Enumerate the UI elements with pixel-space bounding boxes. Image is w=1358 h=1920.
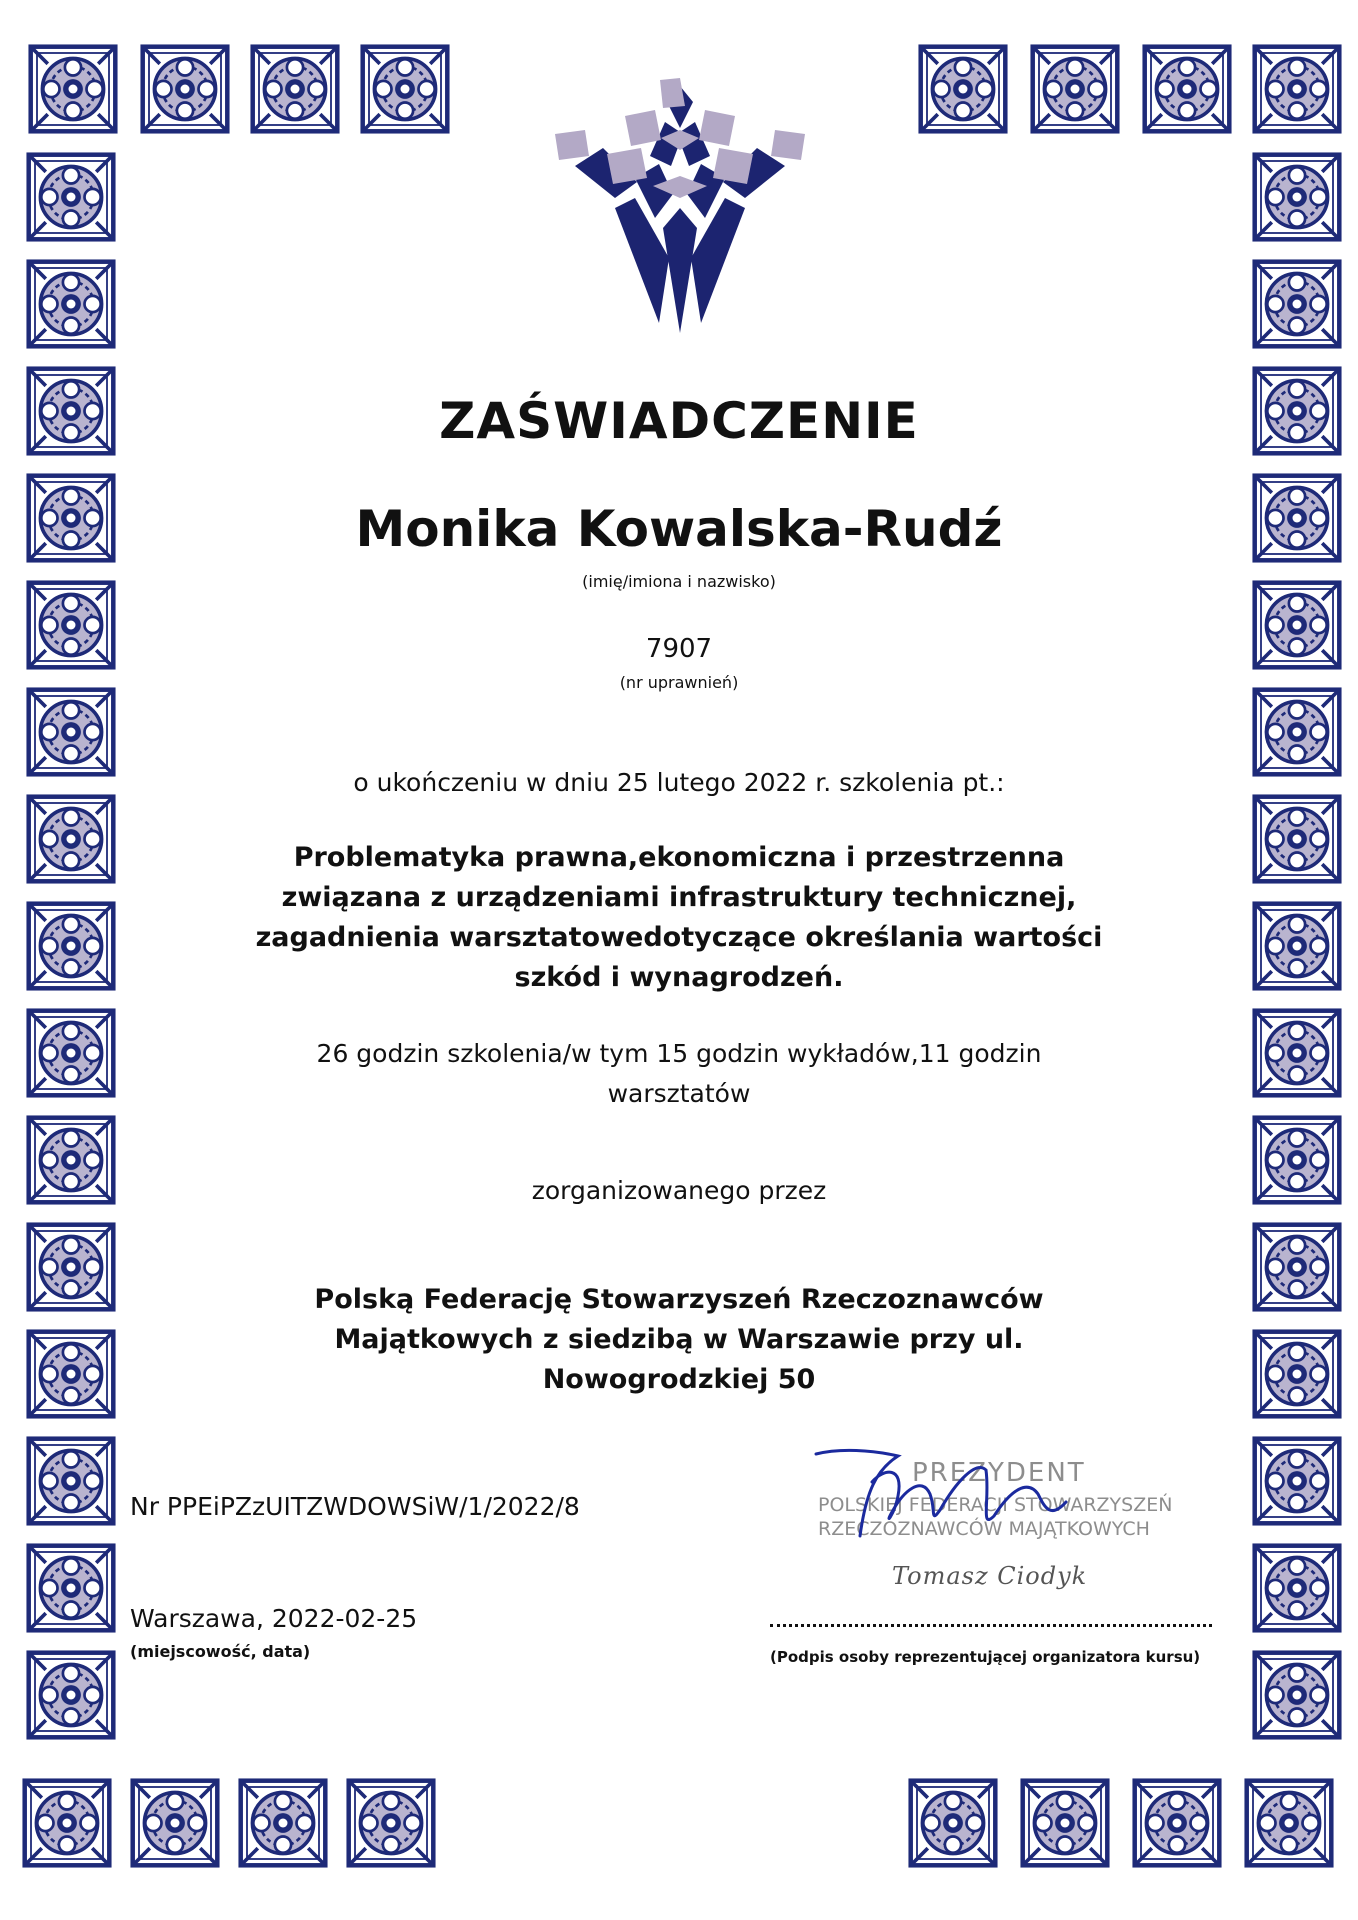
stamp-line: RZECZOZNAWCÓW MAJĄTKOWYCH	[818, 1518, 1150, 1540]
ornament-tile	[250, 44, 340, 134]
ornament-tile	[1252, 687, 1342, 777]
ornament-tile	[130, 1778, 220, 1868]
ornament-tile	[1244, 1778, 1334, 1868]
ornament-tile	[1030, 44, 1120, 134]
ornament-tile	[26, 1329, 116, 1419]
organized-by-label: zorganizowanego przez	[531, 1176, 827, 1205]
handwritten-signature	[780, 1440, 1220, 1550]
ornament-tile	[1252, 1008, 1342, 1098]
ornament-tile	[26, 1222, 116, 1312]
ornament-tile	[1252, 1436, 1342, 1526]
ornament-tile	[918, 44, 1008, 134]
stamp-line: POLSKIEJ FEDERACJI STOWARZYSZEŃ	[818, 1494, 1173, 1516]
ornament-tile	[26, 1436, 116, 1526]
ornament-tile	[26, 1008, 116, 1098]
ornament-tile	[26, 1543, 116, 1633]
ornament-tile	[26, 1650, 116, 1740]
ornament-tile	[1252, 152, 1342, 242]
signature-line	[770, 1612, 1212, 1627]
ornament-tile	[1252, 1543, 1342, 1633]
place-date: Warszawa, 2022-02-25	[130, 1604, 418, 1633]
ornament-tile	[1252, 901, 1342, 991]
ornament-tile	[140, 44, 230, 134]
course-title	[140, 838, 1218, 998]
ornament-tile	[26, 366, 116, 456]
ornament-tile	[28, 44, 118, 134]
federation-logo	[555, 78, 805, 333]
ornament-tile	[26, 259, 116, 349]
organizer-line: Nowogrodzkiej 50	[542, 1364, 816, 1395]
recipient-name: Monika Kowalska-Rudź	[355, 500, 1003, 558]
ornament-tile	[346, 1778, 436, 1868]
course-title-line: szkód i wynagrodzeń.	[514, 962, 844, 993]
ornament-tile	[1252, 44, 1342, 134]
organizer	[140, 1280, 1218, 1400]
ornament-tile	[1252, 473, 1342, 563]
ornament-tile	[1252, 1115, 1342, 1205]
ornament-tile	[26, 152, 116, 242]
signer-name: Tomasz Ciodyk	[892, 1562, 1088, 1590]
signature-caption: (Podpis osoby reprezentującej organizatora kursu)	[770, 1648, 1201, 1666]
stamp-title: PREZYDENT	[912, 1458, 1086, 1488]
ornament-tile	[1252, 259, 1342, 349]
ornament-tile	[26, 794, 116, 884]
ornament-tile	[26, 580, 116, 670]
ornament-tile	[26, 901, 116, 991]
name-caption: (imię/imiona i nazwisko)	[582, 572, 776, 591]
ornament-tile	[1132, 1778, 1222, 1868]
course-title-line: Problematyka prawna,ekonomiczna i przestrzenna	[293, 842, 1065, 873]
president-stamp	[780, 1440, 1220, 1610]
ornament-tile	[1252, 794, 1342, 884]
place-date-caption: (miejscowość, data)	[130, 1642, 311, 1661]
license-caption: (nr uprawnień)	[619, 673, 739, 692]
ornament-tile	[26, 687, 116, 777]
ornament-tile	[360, 44, 450, 134]
ornament-tile	[1252, 1329, 1342, 1419]
certificate-title: ZAŚWIADCZENIE	[439, 392, 919, 450]
ornament-tile	[1142, 44, 1232, 134]
ornament-tile	[26, 1115, 116, 1205]
ornament-tile	[908, 1778, 998, 1868]
training-hours-line: warsztatów	[607, 1079, 751, 1108]
training-hours-line: 26 godzin szkolenia/w tym 15 godzin wykładów,11 godzin	[316, 1039, 1042, 1068]
organizer-line: Polską Federację Stowarzyszeń Rzeczoznawców	[314, 1284, 1044, 1315]
completion-statement: o ukończeniu w dniu 25 lutego 2022 r. szkolenia pt.:	[353, 768, 1005, 797]
ornament-tile	[1252, 1222, 1342, 1312]
ornament-tile	[1252, 580, 1342, 670]
reference-number: Nr PPEiPZzUITZWDOWSiW/1/2022/8	[130, 1492, 580, 1521]
license-number: 7907	[645, 634, 713, 664]
training-hours	[140, 1034, 1218, 1114]
ornament-tile	[1252, 366, 1342, 456]
course-title-line: związana z urządzeniami infrastruktury technicznej,	[281, 882, 1077, 913]
ornament-tile	[1252, 1650, 1342, 1740]
organizer-line: Majątkowych z siedzibą w Warszawie przy ul.	[334, 1324, 1024, 1355]
ornament-tile	[26, 473, 116, 563]
ornament-tile	[238, 1778, 328, 1868]
ornament-tile	[1020, 1778, 1110, 1868]
course-title-line: zagadnienia warsztatowedotyczące określania wartości	[255, 922, 1103, 953]
ornament-tile	[22, 1778, 112, 1868]
